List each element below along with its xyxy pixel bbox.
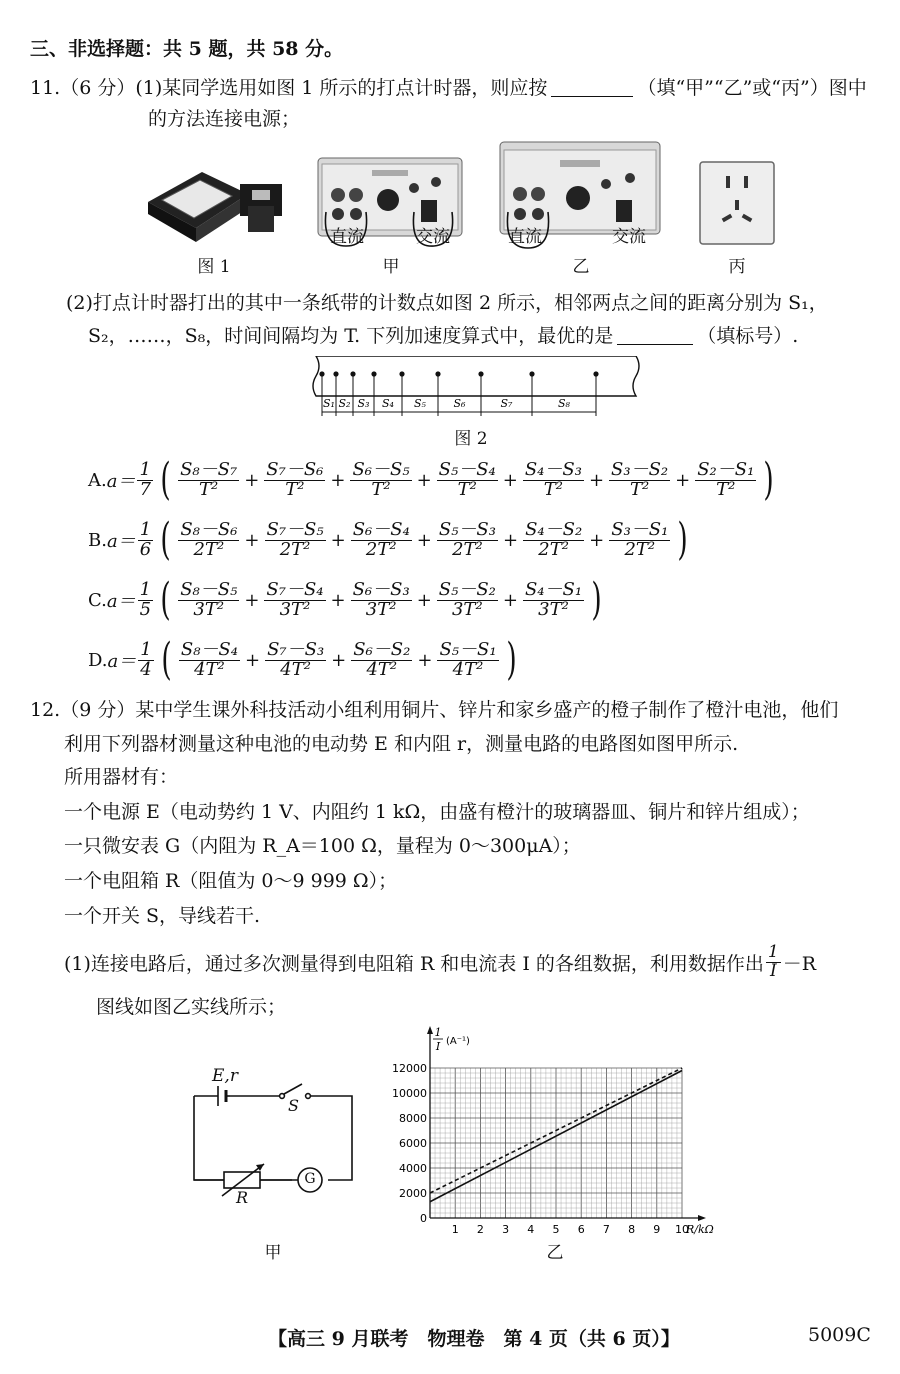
fraction-numerator: S₅－S₂ [438,578,496,600]
fraction-numerator: S₃－S₂ [611,458,669,480]
x-tick-label: 5 [552,1223,560,1236]
left-paren: ( [160,574,171,625]
fraction-denominator: 3T² [193,598,225,620]
q11-part2-line2 [88,321,798,348]
fraction-numerator: S₇－S₃ [267,638,325,660]
ac-label-yi: 交流 [612,227,646,247]
fraction-numerator: S₆－S₅ [352,458,410,480]
accel-symbol: a＝ [107,651,137,672]
plus-sign: + [331,649,347,671]
q12-line8-text: (1)连接电路后，通过多次测量得到电阻箱 R 和电流表 I 的各组数据，利用数据作出 [64,952,764,975]
section-title: 三、非选择题：共 5 题，共 58 分。 [30,38,344,60]
fraction-denominator: T² [371,478,391,500]
term-fraction [695,458,756,500]
fraction-numerator: S₈－S₆ [180,518,238,540]
fraction-numerator: S₄－S₃ [524,458,582,480]
option-d[interactable] [88,634,522,685]
answer-blank-2[interactable] [617,324,693,345]
dc-label-yi: 直流 [508,227,542,247]
fraction-denominator: T² [716,478,736,500]
fraction-denominator: 2T² [365,538,397,560]
fraction-denominator: 2T² [452,538,483,560]
ac-label-jia: 交流 [416,227,450,247]
bing-caption: 丙 [728,257,746,277]
term-fraction [178,518,239,560]
tape-interval-label: S₁ [323,397,335,410]
plus-sign: + [330,529,346,551]
plus-sign: + [589,529,605,551]
fraction-denominator: 2T² [624,538,656,560]
accel-symbol: a＝ [106,591,136,612]
circuit-source-label: E,r [212,1066,238,1086]
fraction-numerator: S₈－S₇ [180,458,238,480]
plus-sign: + [417,649,433,671]
fraction-denominator: T² [543,478,563,500]
term-fraction [351,518,412,560]
q12-line5: 一只微安表 G（内阻为 R_A＝100 Ω，量程为 0～300μA）； [64,835,581,857]
fraction-denominator: 4T² [194,658,225,680]
fraction-numerator: 1 [139,518,152,540]
fraction-numerator: S₇－S₅ [266,518,324,540]
fraction-numerator: S₂－S₁ [697,458,755,480]
fraction-denominator: 6 [139,538,152,560]
fraction-denominator: 3T² [279,598,311,620]
right-paren: ) [677,514,689,565]
fraction-numerator: S₅－S₄ [438,458,496,480]
option-letter: B. [88,529,107,551]
q12-line3: 所用器材有： [64,766,179,788]
coefficient-fraction [138,638,153,680]
plus-sign: + [416,589,432,611]
plus-sign: + [244,649,261,671]
tape-interval-label: S₇ [500,397,513,410]
term-fraction [609,518,670,560]
fraction-denominator: 2T² [279,538,311,560]
x-tick-label: 4 [527,1223,535,1236]
plus-sign: + [244,529,260,551]
timer-photo [140,150,290,245]
fraction-numerator: S₅－S₃ [438,518,496,540]
fraction-numerator: S₃－S₁ [611,518,669,540]
fraction-denominator: 4T² [452,658,484,680]
x-tick-label: 2 [476,1223,484,1236]
fraction-denominator: T² [629,478,650,500]
fraction-denominator: 5 [139,598,152,620]
fig2-caption: 图 2 [454,429,488,449]
term-fraction [265,638,326,680]
y-tick-label: 12000 [392,1062,427,1075]
term-fraction [609,458,670,500]
plus-sign: + [416,469,432,491]
term-fraction [351,638,412,680]
term-fraction [264,458,325,500]
left-paren: ( [161,634,172,685]
fraction-numerator: 1 [139,578,152,600]
accel-symbol: a＝ [106,471,136,492]
term-fraction [351,578,412,620]
fraction-numerator: S₆－S₄ [352,518,410,540]
term-fraction [523,458,584,500]
dc-label-jia: 直流 [330,227,364,247]
q11-line1 [30,73,867,100]
term-fraction [523,518,584,560]
fraction-denominator: 2T² [193,538,225,560]
plus-sign: + [330,469,346,491]
plus-sign: + [502,529,519,551]
term-fraction [179,638,240,680]
q12-line2: 利用下列器材测量这种电池的电动势 E 和内阻 r，测量电路的电路图如图甲所示. [64,733,739,755]
term-fraction [350,458,411,500]
tape-interval-label: S₆ [453,397,466,410]
plus-sign: + [588,469,605,491]
tape-interval-label: S₃ [357,397,370,410]
fraction-numerator: 1 [140,638,152,660]
plus-sign: + [416,529,432,551]
term-fraction [265,518,326,560]
y-label-denominator: I [435,1040,441,1053]
plus-sign: + [244,469,260,491]
yi-caption: 乙 [572,257,590,277]
option-b[interactable] [88,514,694,565]
fraction-numerator: S₄－S₂ [525,518,583,540]
one-over-i-num: 1 [767,942,779,962]
circuit-resistor-label: R [236,1188,249,1207]
y-tick-label: 2000 [399,1187,427,1200]
fig1-caption: 图 1 [197,257,231,277]
term-fraction [178,458,239,500]
wall-socket [698,160,776,246]
y-label-unit: (A⁻¹) [446,1036,470,1047]
y-tick-label: 6000 [399,1137,427,1150]
tape-interval-label: S₄ [382,397,394,410]
fraction-numerator: S₈－S₄ [180,638,238,660]
plus-sign: + [502,589,518,611]
x-tick-label: 6 [577,1223,585,1236]
circuit-diagram [180,1060,370,1200]
y-tick-label: 10000 [392,1087,427,1100]
y-tick-label: 0 [420,1212,427,1225]
x-tick-label: 10 [675,1223,689,1236]
coefficient-fraction [138,518,153,560]
q11-part2-line2-a: S₂，……，S₈，时间间隔均为 T. 下列加速度算式中，最优的是 [88,325,614,347]
fraction-denominator: 2T² [538,538,569,560]
plus-sign: + [675,469,691,491]
coefficient-fraction [137,458,152,500]
right-paren: ) [763,454,775,505]
q11-part2-line2-b: （填标号）. [697,325,799,347]
fraction-numerator: S₈－S₅ [180,578,238,600]
term-fraction [178,578,239,620]
fraction-numerator: S₆－S₃ [352,578,410,600]
circuit-caption: 甲 [264,1243,282,1263]
fraction-denominator: 4 [140,658,152,680]
plus-sign: + [244,589,260,611]
option-letter: D. [88,649,108,671]
one-over-i-den: I [769,960,777,981]
option-letter: C. [88,589,107,611]
fraction-denominator: T² [285,478,305,500]
coefficient-fraction [138,578,153,620]
tape-interval-label: S₅ [414,397,426,410]
y-tick-label: 4000 [399,1162,427,1175]
q12-line8 [64,944,816,981]
left-paren: ( [160,514,171,565]
fraction-denominator: 3T² [451,598,483,620]
inverse-current-chart [390,1022,740,1238]
x-tick-label: 8 [628,1223,636,1236]
page-footer: 【高三 9 月联考 物理卷 第 4 页（共 6 页）】 [268,1328,680,1350]
paper-tape-figure [306,356,646,422]
fraction-numerator: S₇－S₆ [266,458,324,480]
fraction-denominator: T² [457,478,477,500]
graph-caption: 乙 [546,1243,564,1263]
x-tick-label: 3 [502,1223,510,1236]
y-label-numerator: 1 [434,1026,442,1039]
q11-line1-a: 11.（6 分）(1)某同学选用如图 1 所示的打点计时器，则应按 [30,77,548,99]
fraction-denominator: 3T² [365,598,397,620]
fraction-numerator: S₇－S₄ [266,578,324,600]
q11-part2-line1: (2)打点计时器打出的其中一条纸带的计数点如图 2 所示，相邻两点之间的距离分别为 S₁， [66,292,828,314]
fraction-numerator: S₆－S₂ [353,638,411,660]
answer-blank-1[interactable] [551,76,633,97]
fraction-numerator: 1 [139,458,151,480]
x-axis-label: R/kΩ [686,1223,714,1236]
fraction-denominator: 4T² [280,658,311,680]
term-fraction [437,638,498,680]
q12-line4: 一个电源 E（电动势约 1 V、内阻约 1 kΩ，由盛有橙汁的玻璃器皿、铜片和锌片组成）； [64,801,810,823]
option-c[interactable] [88,574,607,625]
one-over-i [766,944,781,981]
option-a[interactable] [88,454,779,505]
q11-line1-b: （填“甲”“乙”或“丙”）图中 [637,77,867,99]
accel-symbol: a＝ [106,531,136,552]
plus-sign: + [330,589,346,611]
tape-interval-label: S₂ [338,397,351,410]
y-tick-label: 8000 [399,1112,427,1125]
fraction-denominator: 3T² [538,598,569,620]
fraction-denominator: 7 [139,478,151,500]
term-fraction [437,518,498,560]
fraction-numerator: S₅－S₁ [439,638,497,660]
option-letter: A. [88,469,107,491]
fraction-denominator: T² [199,478,219,500]
term-fraction [523,578,584,620]
x-tick-label: 1 [451,1223,459,1236]
q12-line8-tail: －R [782,952,817,975]
q11-line2: 的方法连接电源； [148,108,301,130]
x-tick-label: 7 [602,1223,610,1236]
page-code: 5009C [808,1324,871,1346]
term-fraction [264,578,325,620]
circuit-meter-label: G [304,1171,316,1187]
right-paren: ) [505,634,517,685]
fraction-numerator: S₄－S₁ [524,578,583,600]
left-paren: ( [160,454,171,505]
right-paren: ) [591,574,602,625]
term-fraction [437,578,498,620]
q12-line6: 一个电阻箱 R（阻值为 0～9 999 Ω）； [64,870,398,892]
q12-line7: 一个开关 S，导线若干. [64,905,261,927]
q12-line1: 12.（9 分）某中学生课外科技活动小组利用铜片、锌片和家乡盛产的橙子制作了橙汁电池，他们 [30,699,839,721]
jia-caption: 甲 [382,257,400,277]
term-fraction [437,458,498,500]
q12-line9: 图线如图乙实线所示； [96,996,287,1018]
circuit-switch-label: S [288,1096,299,1115]
tape-interval-label: S₈ [558,397,570,410]
x-tick-label: 9 [653,1223,661,1236]
plus-sign: + [502,469,518,491]
fraction-denominator: 4T² [366,658,398,680]
